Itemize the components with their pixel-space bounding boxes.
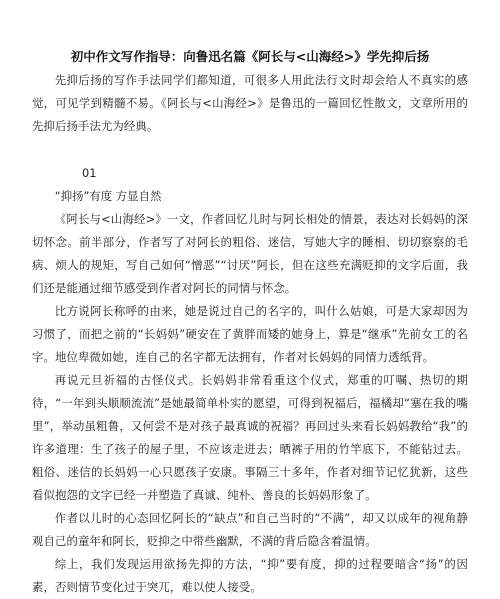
body-paragraph: 综上，我们发现运用欲扬先抑的方法，“抑”要有度，抑的过程要暗含“扬”的因素，否则情节变化过于突兀，难以使人接受。 xyxy=(32,557,468,594)
article-title: 初中作文写作指导：向鲁迅名篇《阿长与<山海经>》学先抑后扬 xyxy=(70,49,430,64)
body-paragraphs xyxy=(32,208,468,599)
section-number: 01 xyxy=(82,166,97,180)
body-paragraph: 作者以儿时的心态回忆阿长的“缺点”和自己当时的“不满”，却又以成年的视角静观自己的童年和阿长，贬抑之中带些幽默，不满的背后隐含着温情。 xyxy=(32,511,468,548)
body-paragraph: 再说元旦祈福的古怪仪式。长妈妈非常看重这个仪式，郑重的叮嘱、热切的期待，“一年到头顺顺流流”是她最简单朴实的愿望，可得到祝福后，福橘却“塞在我的嘴里”，举动虽粗鲁，又何尝不是对孩子最真诚的祝福？再回过头来看长妈妈教给“我”的许多道理：生了孩子的屋子里，不应该走进去；晒裤子用的竹竿底下，不能钻过去。粗俗、迷信的长妈妈一心只愿孩子安康。事隔三十多年，作者对细节记忆犹新，这些看似抱怨的文字已经一并塑造了真诚、纯朴、善良的长妈妈形象了。 xyxy=(32,373,468,502)
body-paragraph: 比方说阿长称呼的由来，她是说过自己的名字的，叫什么姑娘，可是大家却因为习惯了，而把之前的“长妈妈”硬安在了黄胖而矮的她身上，算是“继承”先前女工的名字。地位卑微如她，连自己的名字都无法拥有，作者对长妈妈的同情力透纸背。 xyxy=(32,304,468,364)
body-paragraph: 《阿长与<山海经>》一文，作者回忆儿时与阿长相处的情景，表达对长妈妈的深切怀念。前半部分，作者写了对阿长的粗俗、迷信，写她大字的睡相、切切察察的毛病、烦人的规矩，写自己如何“憎恶”“讨厌”阿长，但在这些充满贬抑的文字后面，我们还是能通过细节感受到作者对阿长的同情与怀念。 xyxy=(32,212,468,295)
section-subheading: “抑扬”有度 方显自然 xyxy=(54,189,162,203)
intro-paragraph: 先抑后扬的写作手法同学们都知道，可很多人用此法行文时却会给人不真实的感觉，可见学到精髓不易。《阿长与<山海经>》是鲁迅的一篇回忆性散文，文章所用的先抑后扬手法尤为经典。 xyxy=(32,73,468,133)
